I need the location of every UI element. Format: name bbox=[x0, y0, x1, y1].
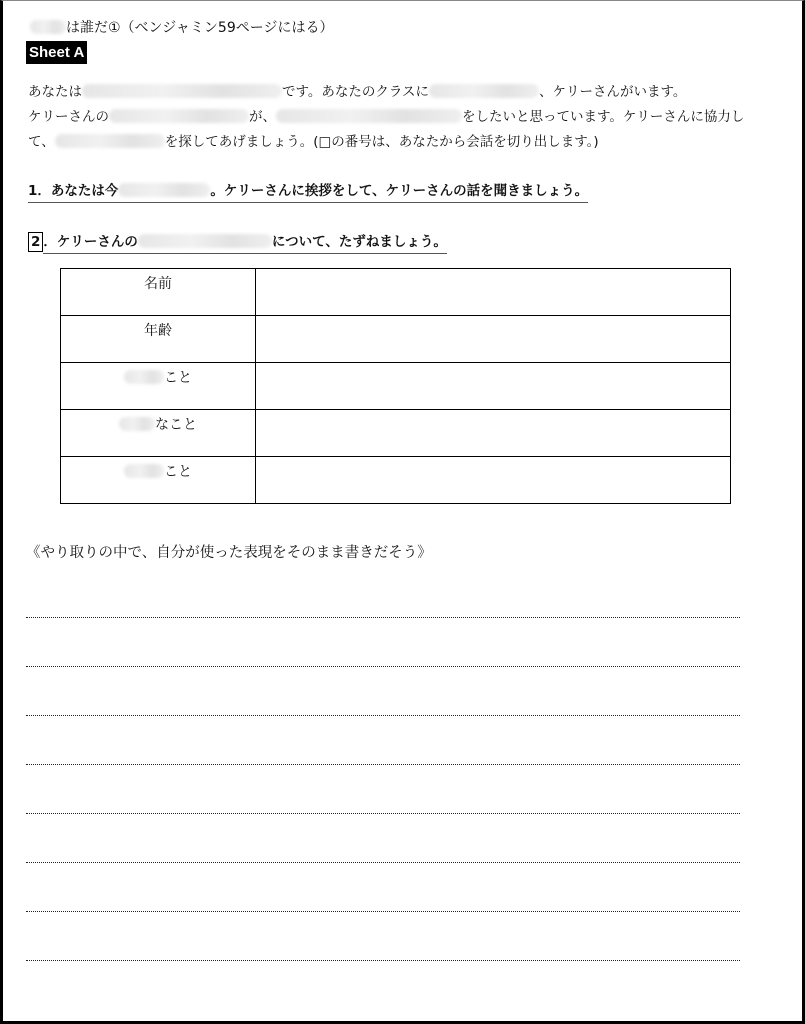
writing-line[interactable] bbox=[26, 862, 740, 863]
row-label: こと bbox=[61, 363, 256, 410]
redacted-text bbox=[82, 84, 282, 98]
task-2: 2 ．ケリーさんの について、たずねましょう。 bbox=[28, 232, 447, 252]
reflection-prompt: 《やり取りの中で、自分が使った表現をそのまま書きだそう》 bbox=[26, 545, 432, 561]
redacted-text bbox=[119, 417, 155, 431]
writing-line[interactable] bbox=[26, 617, 740, 618]
writing-line[interactable] bbox=[26, 911, 740, 912]
writing-lines bbox=[26, 617, 740, 1009]
row-label: なこと bbox=[61, 410, 256, 457]
answer-cell[interactable] bbox=[256, 269, 731, 316]
task-1: 1．あなたは今 。ケリーさんに挨拶をして、ケリーさんの話を聞きましょう。 bbox=[28, 181, 588, 201]
redacted-text bbox=[138, 234, 272, 248]
table-row bbox=[61, 269, 731, 316]
redacted-text bbox=[276, 109, 462, 123]
redacted-text bbox=[429, 84, 539, 98]
writing-line[interactable] bbox=[26, 764, 740, 765]
table-row bbox=[61, 316, 731, 363]
writing-line[interactable] bbox=[26, 715, 740, 716]
sheet-label: Sheet A bbox=[26, 41, 87, 64]
row-label: こと bbox=[61, 457, 256, 504]
writing-line[interactable] bbox=[26, 666, 740, 667]
table-row bbox=[61, 410, 731, 457]
redacted-text bbox=[124, 370, 164, 384]
redacted-text bbox=[30, 20, 66, 34]
answer-cell[interactable] bbox=[256, 363, 731, 410]
intro-paragraph bbox=[28, 80, 788, 155]
redacted-text bbox=[118, 183, 210, 197]
redacted-text bbox=[109, 109, 249, 123]
redacted-text bbox=[124, 464, 164, 478]
writing-line[interactable] bbox=[26, 960, 740, 961]
row-label: 年齢 bbox=[61, 316, 256, 363]
table-row bbox=[61, 363, 731, 410]
redacted-text bbox=[55, 134, 165, 148]
info-table bbox=[60, 268, 731, 504]
answer-cell[interactable] bbox=[256, 410, 731, 457]
intro-line-3: て、 を探してあげましょう。(□の番号は、あなたから会話を切り出します。) bbox=[28, 134, 599, 150]
row-label: 名前 bbox=[61, 269, 256, 316]
task-2-number-box: 2 bbox=[28, 232, 43, 252]
answer-cell[interactable] bbox=[256, 457, 731, 504]
writing-line[interactable] bbox=[26, 813, 740, 814]
table-row bbox=[61, 457, 731, 504]
intro-line-1: あなたは です。あなたのクラスに 、ケリーさんがいます。 bbox=[28, 84, 687, 100]
worksheet-title: は誰だ①（ベンジャミン59ページにはる） bbox=[30, 18, 333, 38]
answer-cell[interactable] bbox=[256, 316, 731, 363]
intro-line-2: ケリーさんの が、 をしたいと思っています。ケリーさんに協力し bbox=[28, 109, 745, 125]
